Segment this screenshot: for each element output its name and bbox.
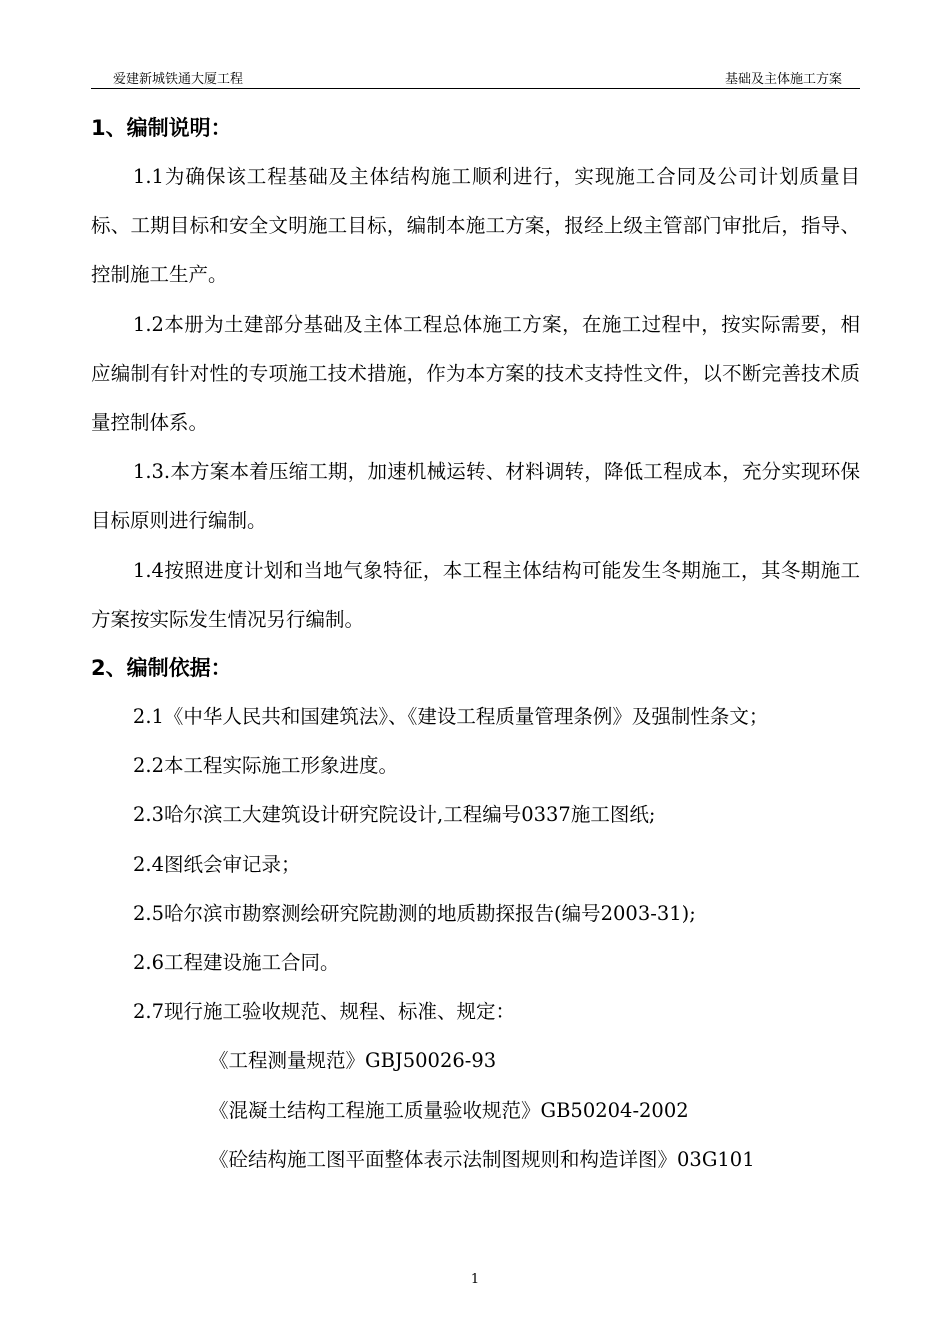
paragraph-1-1: 1.1为确保该工程基础及主体结构施工顺利进行，实现施工合同及公司计划质量目标、工期目标和安全文明施工目标，编制本施工方案，报经上级主管部门审批后，指导、控制施工生产。 bbox=[91, 165, 860, 287]
paragraph-1-4: 1.4按照进度计划和当地气象特征，本工程主体结构可能发生冬期施工，其冬期施工方案按实际发生情况另行编制。 bbox=[91, 558, 860, 631]
list-item-2-3: 2.3哈尔滨工大建筑设计研究院设计,工程编号0337施工图纸; bbox=[133, 803, 656, 827]
paragraph-1-3: 1.3.本方案本着压缩工期，加速机械运转、材料调转，降低工程成本，充分实现环保目标原则进行编制。 bbox=[91, 460, 860, 533]
list-item-2-7: 2.7现行施工验收规范、规程、标准、规定： bbox=[133, 1000, 516, 1024]
reference-standard: 《砼结构施工图平面整体表示法制图规则和构造详图》03G101 bbox=[209, 1148, 755, 1172]
reference-standard: 《工程测量规范》GBJ50026-93 bbox=[209, 1049, 497, 1073]
list-item-2-5: 2.5哈尔滨市勘察测绘研究院勘测的地质勘探报告(编号2003-31); bbox=[133, 901, 696, 925]
paragraph-1-2: 1.2本册为土建部分基础及主体工程总体施工方案，在施工过程中，按实际需要，相应编制有针对性的专项施工技术措施，作为本方案的技术支持性文件，以不断完善技术质量控制体系。 bbox=[91, 312, 860, 435]
header-project-name: 爱建新城铁通大厦工程 bbox=[113, 72, 244, 87]
page-header bbox=[91, 64, 860, 89]
list-item-2-6: 2.6工程建设施工合同。 bbox=[133, 951, 340, 975]
list-item-2-2: 2.2本工程实际施工形象进度。 bbox=[133, 754, 399, 778]
header-document-title: 基础及主体施工方案 bbox=[724, 72, 842, 87]
list-item-2-4: 2.4图纸会审记录； bbox=[133, 852, 301, 876]
section-1-title: 1、编制说明： bbox=[91, 116, 232, 140]
document-body bbox=[91, 104, 860, 1185]
section-2-title: 2、编制依据： bbox=[91, 656, 232, 681]
paragraph-2-1: 2.1《中华人民共和国建筑法》、《建设工程质量管理条例》及强制性条文； bbox=[132, 705, 769, 729]
reference-standard: 《混凝土结构工程施工质量验收规范》GB50204-2002 bbox=[209, 1098, 689, 1122]
page-number: 1 bbox=[470, 1272, 480, 1287]
